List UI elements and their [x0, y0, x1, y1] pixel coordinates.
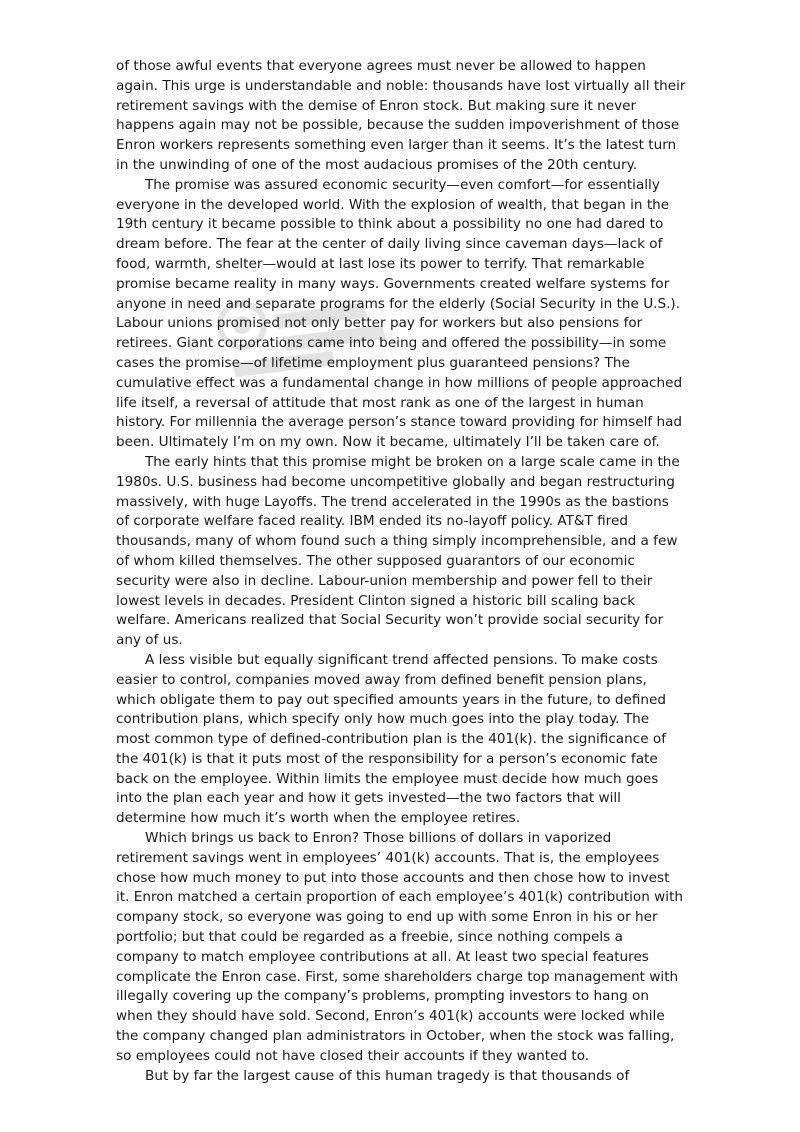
- paragraph-1: of those awful events that everyone agrees must never be allowed to happen again. This urge is understandable and noble: thousands have lost virtually all their retirement savings with the demise of Enron stock. But making sure it never happens again may not be possible, because the sudden impoverishment of those Enron workers represents something even larger than it seems. It’s the latest turn in the unwinding of one of the most audacious promises of the 20th century.: [116, 58, 686, 173]
- paragraph-5: Which brings us back to Enron? Those billions of dollars in vaporized retirement savings went in employees’ 401(k) accounts. That is, the employees chose how much money to put into those accounts and then chose how to invest it. Enron matched a certain proportion of each employee’s 401(k) contribution with company stock, so everyone was going to end up with some Enron in his or her portfolio; but that could be regarded as a freebie, since nothing compels a company to match employee contributions at all. At least two special features complicate the Enron case. First, some shareholders charge top management with illegally covering up the company’s problems, prompting investors to hang on when they should have sold. Second, Enron’s 401(k) accounts were locked while the company changed plan administrators in October, when the stock was falling, so employees could not have closed their accounts if they wanted to.: [116, 830, 684, 1064]
- paragraph-2: The promise was assured economic security—even comfort—for essentially everyone in the developed world. With the explosion of wealth, that began in the 19th century it became possible to think about a possibility no one had dared to dream before. The fear at the center of daily living since caveman days—lack of food, warmth, shelter—would at last lose its power to terrify. That remarkable promise became reality in many ways. Governments created welfare systems for anyone in need and separate programs for the elderly (Social Security in the U.S.). Labour unions promised not only better pay for workers but also pensions for retirees. Giant corporations came into being and offered the possibility—in some cases the promise—of lifetime employment plus guaranteed pensions? The cumulative effect was a fundamental change in how millions of people approached life itself, a reversal of attitude that most rank as one of the largest in human history. For millennia the average person’s stance toward providing for himself had been. Ultimately I’m on my own. Now it became, ultimately I’ll be taken care of.: [116, 176, 683, 451]
- paragraph-6: But by far the largest cause of this human tragedy is that thousands of: [145, 1067, 630, 1084]
- document-page: [116, 57, 686, 1086]
- paragraph-3: The early hints that this promise might be broken on a large scale came in the 1980s. U.S. business had become uncompetitive globally and began restructuring massively, with huge Layoffs. The trend accelerated in the 1990s as the bastions of corporate welfare faced reality. IBM ended its no-layoff policy. AT&T fired thousands, many of whom found such a thing simply incomprehensible, and a few of whom killed themselves. The other supposed guarantors of our economic security were also in decline. Labour-union membership and power fell to their lowest levels in decades. President Clinton signed a historic bill scaling back welfare. Americans realized that Social Security won’t provide social security for any of us.: [116, 453, 680, 649]
- paragraph-4: A less visible but equally significant trend affected pensions. To make costs easier to control, companies moved away from defined benefit pension plans, which obligate them to pay out specified amounts years in the future, to defined contribution plans, which specify only how much goes into the play today. The most common type of defined-contribution plan is the 401(k). the significance of the 401(k) is that it puts most of the responsibility for a person’s economic fate back on the employee. Within limits the employee must decide how much goes into the plan each year and how it gets invested—the two factors that will determine how much it’s worth when the employee retires.: [116, 651, 667, 827]
